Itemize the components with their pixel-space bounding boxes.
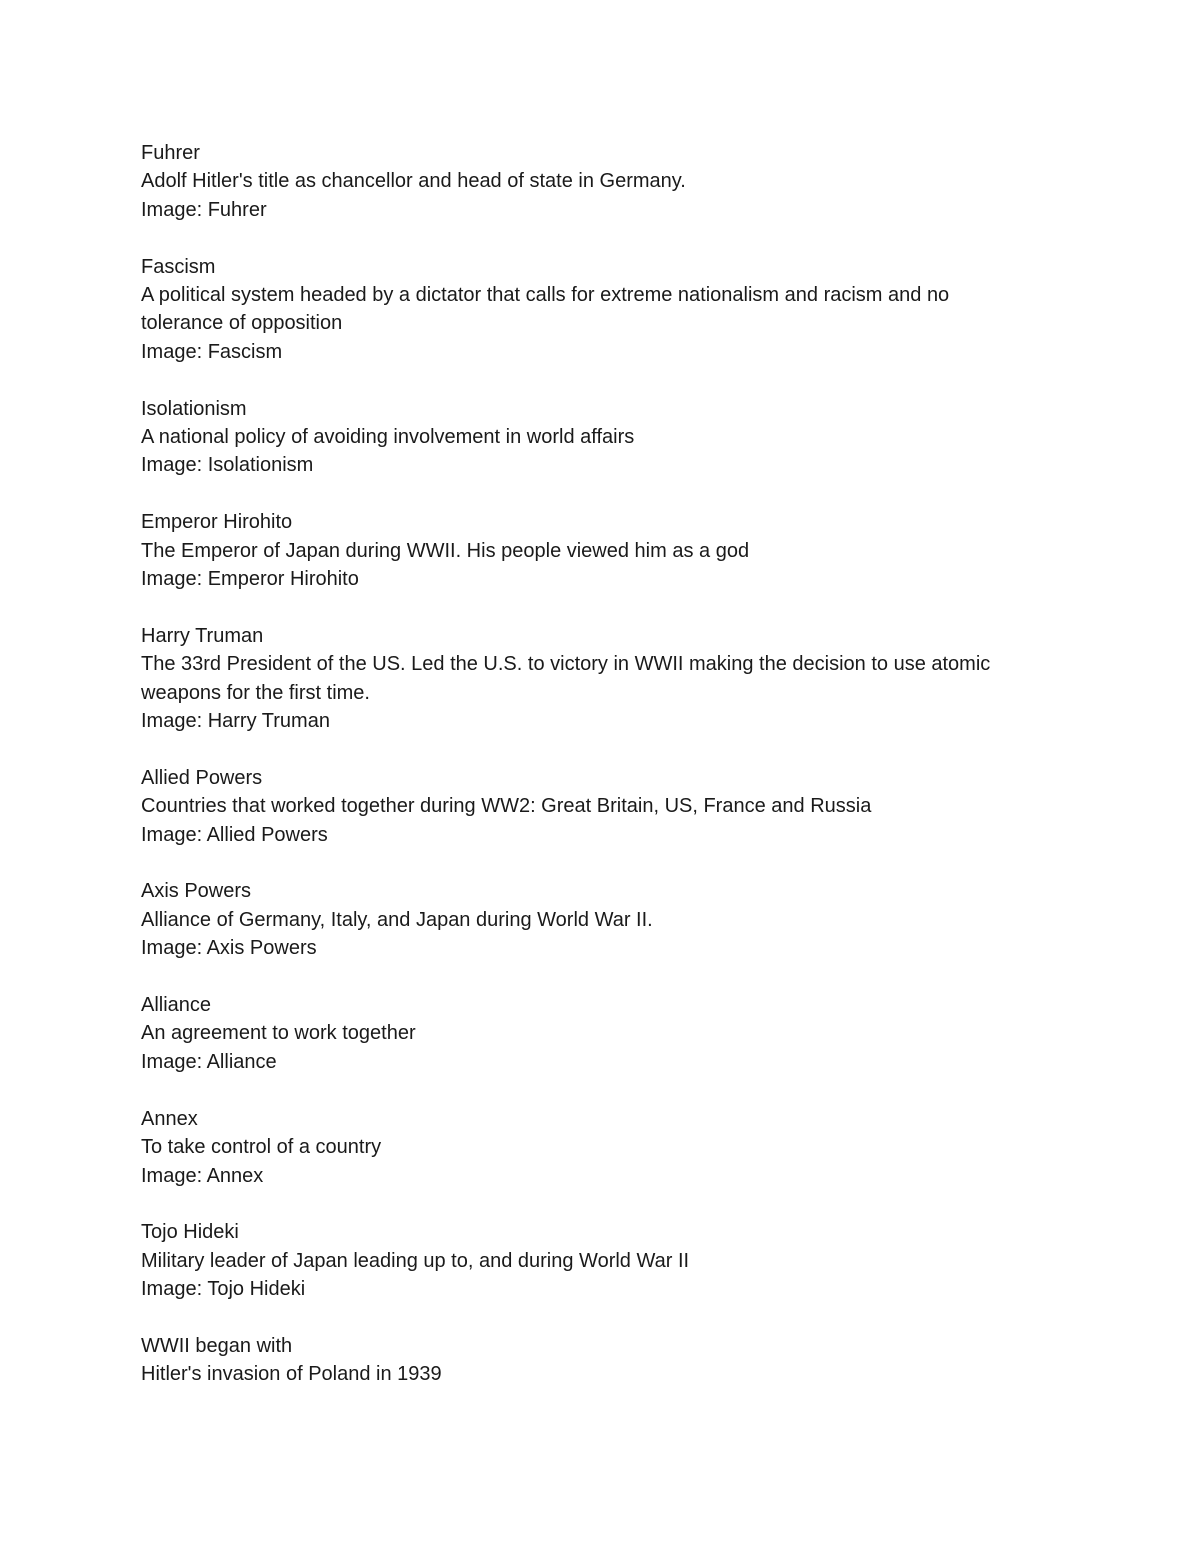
entry-definition: The 33rd President of the US. Led the U.S. to victory in WWII making the decision to use atomic weapons for the first time. <box>141 653 991 704</box>
entry-image-caption: Image: Fuhrer <box>141 198 267 221</box>
entry-emperor-hirohito <box>141 508 1081 593</box>
entry-alliance <box>141 991 1081 1076</box>
entry-term: Tojo Hideki <box>141 1221 239 1244</box>
entry-definition: An agreement to work together <box>141 1022 416 1045</box>
entry-image-caption: Image: Alliance <box>141 1050 277 1073</box>
entry-allied-powers <box>141 764 1081 849</box>
entry-image-caption: Image: Annex <box>141 1164 264 1187</box>
entry-term: Allied Powers <box>141 766 263 789</box>
entry-wwii-began-with <box>141 1332 1081 1389</box>
entry-term: Emperor Hirohito <box>141 511 293 534</box>
entry-fascism <box>141 253 1081 367</box>
entry-image-caption: Image: Tojo Hideki <box>141 1278 306 1301</box>
entry-definition: Military leader of Japan leading up to, and during World War II <box>141 1249 690 1272</box>
entry-definition: The Emperor of Japan during WWII. His people viewed him as a god <box>141 539 750 562</box>
entry-term: Axis Powers <box>141 880 252 903</box>
entry-definition: A political system headed by a dictator that calls for extreme nationalism and racism and no tolerance of opposition <box>141 284 950 335</box>
entry-definition: Countries that worked together during WW2: Great Britain, US, France and Russia <box>141 795 872 818</box>
entry-term: Annex <box>141 1107 198 1130</box>
entry-axis-powers <box>141 877 1081 962</box>
entry-term: Fascism <box>141 255 216 278</box>
entry-definition: A national policy of avoiding involvement in world affairs <box>141 426 635 449</box>
entry-image-caption: Image: Allied Powers <box>141 823 328 846</box>
entry-term: Harry Truman <box>141 624 264 647</box>
entry-tojo-hideki <box>141 1218 1081 1303</box>
entry-fuhrer <box>141 139 1081 224</box>
document-page <box>141 139 1081 1417</box>
entry-definition: Adolf Hitler's title as chancellor and head of state in Germany. <box>141 170 686 193</box>
entry-image-caption: Image: Harry Truman <box>141 710 330 733</box>
entry-term: Fuhrer <box>141 142 200 164</box>
entry-annex <box>141 1105 1081 1190</box>
entry-term: WWII began with <box>141 1334 293 1357</box>
entry-definition: Alliance of Germany, Italy, and Japan during World War II. <box>141 908 653 931</box>
entry-harry-truman <box>141 622 1081 736</box>
entry-term: Alliance <box>141 994 212 1017</box>
entry-isolationism <box>141 395 1081 480</box>
entry-term: Isolationism <box>141 397 247 420</box>
entry-image-caption: Image: Axis Powers <box>141 937 317 960</box>
entry-image-caption: Image: Isolationism <box>141 454 314 477</box>
entry-image-caption: Image: Fascism <box>141 340 283 363</box>
entry-image-caption: Image: Emperor Hirohito <box>141 568 359 591</box>
entry-definition: To take control of a country <box>141 1136 382 1159</box>
entry-definition: Hitler's invasion of Poland in 1939 <box>141 1363 442 1386</box>
